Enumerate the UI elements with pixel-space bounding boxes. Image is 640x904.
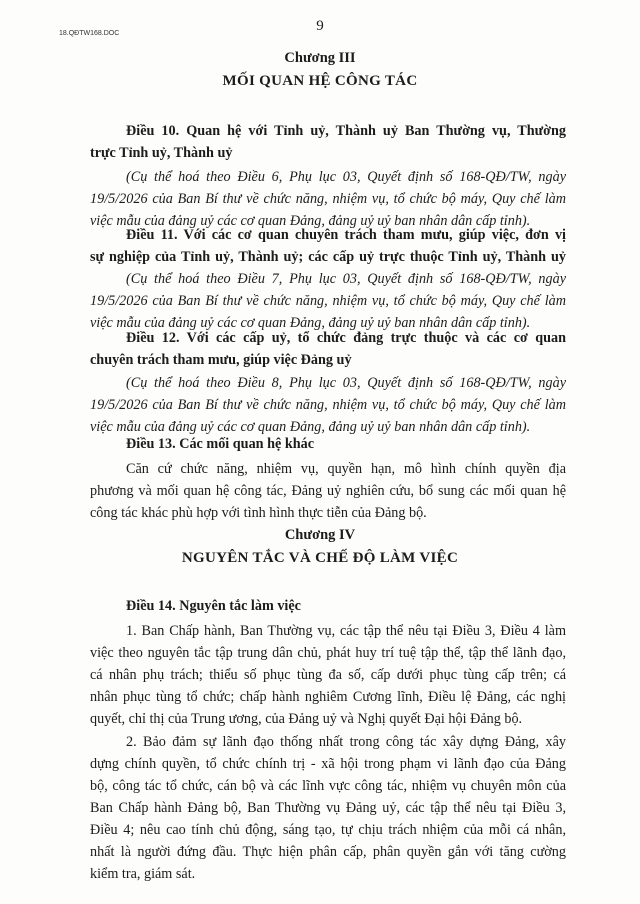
file-name: 18.QĐTW168.DOC (59, 30, 120, 37)
page-number: 9 (316, 18, 324, 34)
article-14-p2-line-6: nhất là người đứng đầu. Thực hiện phân cấp, phân quyền gắn với tăng cường (90, 844, 566, 860)
article-11-title (90, 224, 566, 268)
article-14-paragraph-1 (90, 620, 566, 730)
article-14-p1-line-1: 1. Ban Chấp hành, Ban Thường vụ, các tập thể nêu tại Điều 3, Điều 4 làm (126, 623, 566, 639)
article-13-body-line-3: công tác khác phù hợp với tình hình thực tiễn của Đảng bộ. (90, 505, 427, 521)
article-11-title-line-1: Điều 11. Với các cơ quan chuyên trách tham mưu, giúp việc, đơn vị (126, 227, 566, 243)
article-11-note-line-3: việc mẫu của đảng uỷ các cơ quan Đảng, đảng uỷ uỷ ban nhân dân cấp tỉnh). (90, 315, 531, 331)
article-14-title-line-1: Điều 14. Nguyên tắc làm việc (126, 598, 301, 614)
article-10-title-line-2: trực Tỉnh uỷ, Thành uỷ (90, 145, 233, 161)
article-11-title-line-2: sự nghiệp của Tỉnh uỷ, Thành uỷ; các cấp uỷ trực thuộc Tỉnh uỷ, Thành uỷ (90, 249, 566, 265)
article-14-p1-line-5: quyết, chỉ thị của Trung ương, của Đảng uỷ và Nghị quyết Đại hội Đảng bộ. (90, 711, 523, 727)
article-10-note-line-3: việc mẫu của đảng uỷ các cơ quan Đảng, đảng uỷ uỷ ban nhân dân cấp tỉnh). (90, 213, 531, 229)
article-10-note-line-1: (Cụ thể hoá theo Điều 6, Phụ lục 03, Quyết định số 168-QĐ/TW, ngày (126, 169, 566, 185)
article-14-p2-line-5: Điều 4; nêu cao tính chủ động, sáng tạo, tự chịu trách nhiệm của mỗi cá nhân, (90, 822, 566, 838)
chapter-4-label: Chương IV (284, 527, 356, 543)
article-14-p2-line-7: kiểm tra, giám sát. (90, 866, 196, 882)
article-12-note-line-3: việc mẫu của đảng uỷ các cơ quan Đảng, đảng uỷ uỷ ban nhân dân cấp tỉnh). (90, 419, 531, 435)
article-14-p2-line-4: Ban Chấp hành Đảng bộ, Ban Thường vụ Đảng uỷ, các tập thể nêu tại Điều 3, (90, 800, 566, 816)
article-13-body-line-2: phương và mối quan hệ công tác, Đảng uỷ nghiên cứu, bổ sung các mối quan hệ (90, 483, 566, 499)
article-12-title-line-1: Điều 12. Với các cấp uỷ, tổ chức đảng trực thuộc và các cơ quan (126, 330, 566, 346)
article-14-title (90, 595, 566, 617)
chapter-4-title: NGUYÊN TẮC VÀ CHẾ ĐỘ LÀM VIỆC (181, 550, 459, 566)
article-14-p1-line-4: nhân phục tùng tổ chức; chấp hành nghiêm Cương lĩnh, Điều lệ Đảng, các nghị (90, 689, 566, 705)
article-10-title (90, 120, 566, 164)
chapter-3-title: MỐI QUAN HỆ CÔNG TÁC (222, 73, 418, 89)
article-12-title-line-2: chuyên trách tham mưu, giúp việc Đảng uỷ (90, 352, 352, 368)
chapter-3-label: Chương III (284, 50, 356, 66)
article-10-note-line-2: 19/5/2026 của Ban Bí thư về chức năng, nhiệm vụ, tổ chức bộ máy, Quy chế làm (90, 191, 566, 207)
article-11-note-line-2: 19/5/2026 của Ban Bí thư về chức năng, nhiệm vụ, tổ chức bộ máy, Quy chế làm (90, 293, 566, 309)
article-10-title-line-1: Điều 10. Quan hệ với Tỉnh uỷ, Thành uỷ Ban Thường vụ, Thường (126, 123, 566, 139)
article-12-title (90, 327, 566, 371)
article-12-note-line-1: (Cụ thể hoá theo Điều 8, Phụ lục 03, Quyết định số 168-QĐ/TW, ngày (126, 375, 566, 391)
article-14-p2-line-2: dựng chính quyền, tổ chức chính trị - xã hội trong phạm vi lãnh đạo của Đảng (90, 756, 566, 772)
article-14-p2-line-1: 2. Bảo đảm sự lãnh đạo thống nhất trong công tác xây dựng Đảng, xây (126, 734, 566, 750)
article-13-body-line-1: Căn cứ chức năng, nhiệm vụ, quyền hạn, mô hình chính quyền địa (126, 461, 566, 477)
article-13-body (90, 458, 566, 524)
article-14-p1-line-2: việc theo nguyên tắc tập trung dân chủ, phát huy trí tuệ tập thể, tập thể lãnh đạo, (90, 645, 566, 661)
article-14-p1-line-3: cá nhân phụ trách; thiểu số phục tùng đa số, cấp dưới phục tùng cấp trên; cá (90, 667, 566, 683)
article-14-paragraph-2 (90, 731, 566, 885)
article-14-p2-line-3: bộ, công tác tổ chức, cán bộ và các lĩnh vực công tác, nhiệm vụ chuyên môn của (90, 778, 566, 794)
article-10-note (90, 166, 566, 232)
article-11-note-line-1: (Cụ thể hoá theo Điều 7, Phụ lục 03, Quyết định số 168-QĐ/TW, ngày (126, 271, 566, 287)
article-12-note (90, 372, 566, 438)
article-12-note-line-2: 19/5/2026 của Ban Bí thư về chức năng, nhiệm vụ, tổ chức bộ máy, Quy chế làm (90, 397, 566, 413)
article-13-title-line-1: Điều 13. Các mối quan hệ khác (126, 436, 315, 452)
article-13-title (90, 433, 566, 455)
article-11-note (90, 268, 566, 334)
